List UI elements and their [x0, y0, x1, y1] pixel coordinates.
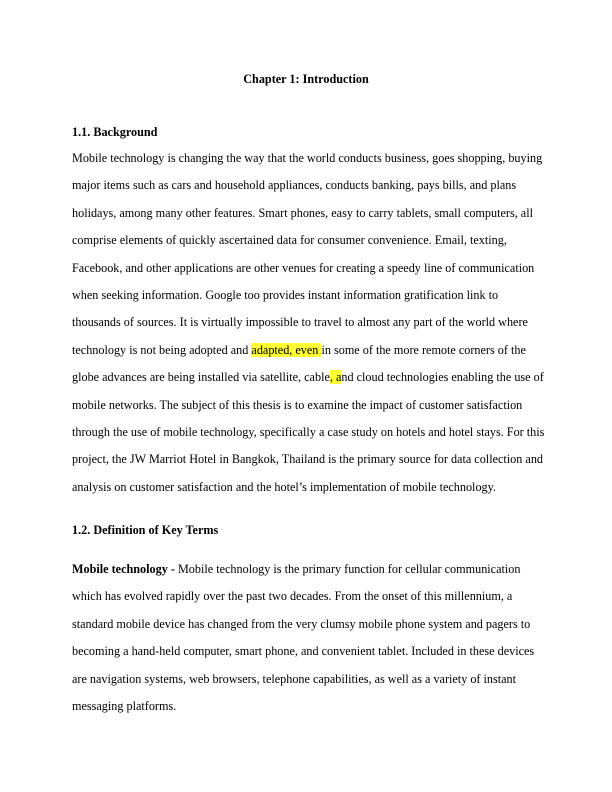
text-line: are navigation systems, web browsers, telephone capabilities, as well as a variety of instant: [72, 671, 517, 686]
text-line: Mobile technology is changing the way that the world conducts business, goes shopping, buying: [72, 151, 543, 165]
chapter-title: Chapter 1: Introduction: [243, 72, 369, 86]
text-line: Facebook, and other applications are other venues for creating a speedy line of communication: [72, 260, 535, 275]
text-segment: globe advances are being installed via satellite, cable: [72, 370, 330, 385]
text-line: project, the JW Marriot Hotel in Bangkok, Thailand is the primary source for data collection and: [72, 452, 544, 467]
text-line: messaging platforms.: [72, 699, 177, 714]
text-line: thousands of sources. It is virtually impossible to travel to almost any part of the world where: [72, 315, 528, 330]
text-segment: Mobile technology is the primary function for cellular communication: [174, 562, 521, 576]
text-line: holidays, among many other features. Smart phones, easy to carry tablets, small computers, all: [72, 205, 533, 220]
definitions-paragraph: [72, 556, 542, 720]
text-line: through the use of mobile technology, specifically a case study on hotels and hotel stays. For this: [72, 425, 545, 440]
text-segment: in some of the more remote corners of the: [321, 342, 526, 357]
section-heading-background: 1.1. Background: [72, 125, 158, 139]
text-line: [72, 364, 542, 391]
highlighted-text: adapted, even: [251, 342, 322, 357]
text-line: standard mobile device has changed from the very clumsy mobile phone system and pagers to: [72, 616, 531, 631]
text-line: when seeking information. Google too provides instant information gratification link to: [72, 288, 499, 303]
text-line: analysis on customer satisfaction and the hotel’s implementation of mobile technology.: [72, 479, 496, 494]
text-line: comprise elements of quickly ascertained data for consumer convenience. Email, texting,: [72, 233, 507, 248]
text-line: which has evolved rapidly over the past two decades. From the onset of this millennium, a: [72, 589, 513, 604]
text-line: becoming a hand-held computer, smart phone, and convenient tablet. Included in these devices: [72, 644, 535, 659]
text-line: major items such as cars and household appliances, conducts banking, pays bills, and plans: [72, 178, 517, 193]
text-line: mobile networks. The subject of this thesis is to examine the impact of customer satisfaction: [72, 397, 523, 412]
background-paragraph: [72, 145, 545, 501]
text-line: [72, 337, 542, 364]
highlighted-text: , a: [329, 370, 342, 385]
section-heading-definitions: 1.2. Definition of Key Terms: [72, 523, 219, 537]
text-line: [72, 556, 542, 583]
key-term: Mobile technology -: [72, 562, 175, 576]
text-segment: nd cloud technologies enabling the use of: [341, 370, 544, 385]
text-segment: technology is not being adopted and: [72, 342, 252, 357]
